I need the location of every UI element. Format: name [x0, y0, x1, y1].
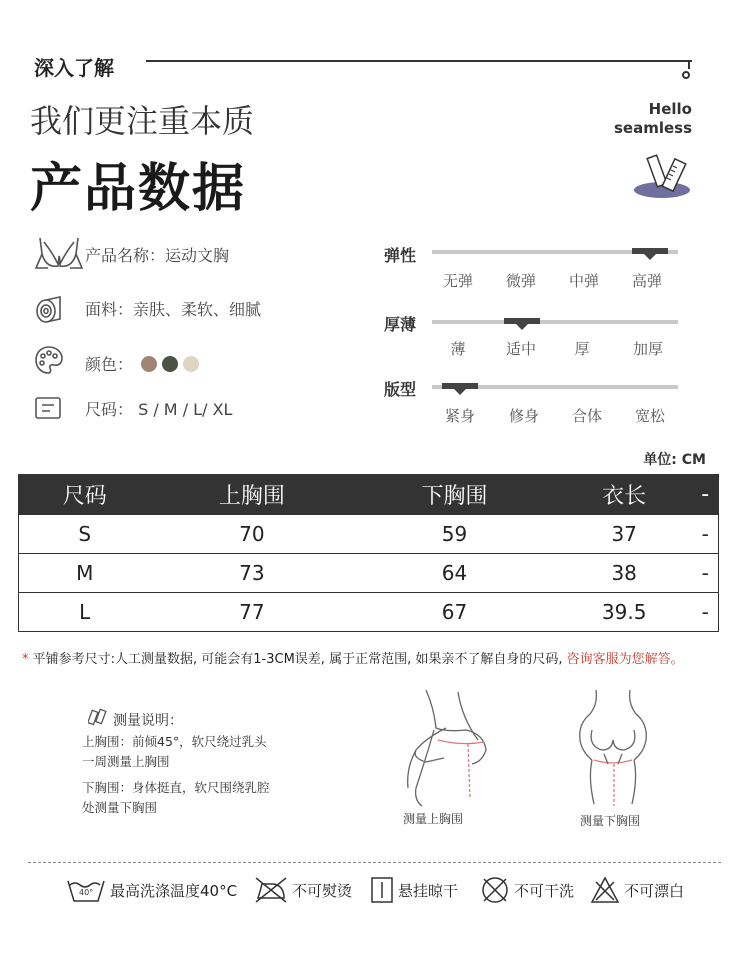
color-label: 颜色：: [85, 355, 134, 374]
fit-label: 版型: [384, 380, 417, 399]
ruler-pencil-icon: [632, 150, 696, 204]
table-cell: 67: [353, 593, 556, 632]
bra-icon: [34, 236, 84, 276]
table-cell: 73: [151, 554, 354, 593]
measure-heading: 测量说明：: [113, 713, 183, 729]
no-bleach-icon: [590, 876, 620, 904]
thickness-option: 厚: [574, 340, 590, 358]
tape-measure-icon: [88, 708, 108, 730]
table-cell: 38: [556, 554, 693, 593]
table-cell: 77: [151, 593, 354, 632]
col-header-size: 尺码: [19, 475, 151, 515]
page-title: 产品数据: [30, 159, 247, 219]
material: 面料：亲肤、柔软、细腻: [85, 300, 262, 319]
measure-line: 一周测量上胸围: [82, 754, 170, 769]
hello-text: [600, 100, 692, 138]
wash-temp-label: 40°: [79, 888, 94, 897]
care-no-bleach: [590, 872, 684, 908]
col-header-extra: -: [693, 475, 719, 515]
no-dry-clean-label: 不可干洗: [514, 881, 575, 900]
table-cell: 70: [151, 515, 354, 554]
hang-dry-label: 悬挂晾干: [398, 881, 459, 900]
table-cell: 39.5: [556, 593, 693, 632]
measure-line: 上胸围：前倾45°，软尺绕过乳头: [82, 734, 267, 749]
under-bust-figure: [568, 688, 658, 812]
table-cell: 59: [353, 515, 556, 554]
elasticity-option: 高弹: [631, 272, 662, 290]
table-row: [19, 515, 719, 554]
fit-track: [432, 385, 678, 389]
size-note: [22, 648, 684, 667]
table-cell: -: [693, 515, 719, 554]
bottom-divider: [28, 862, 721, 863]
upper-bust-caption: 测量上胸围: [403, 812, 464, 826]
thickness-option: 适中: [505, 340, 536, 358]
fit-option: 合体: [571, 407, 602, 425]
page-subtitle: 我们更注重本质: [30, 102, 255, 140]
fit-option: 宽松: [634, 407, 665, 425]
upper-bust-figure: [386, 688, 496, 812]
fabric-roll-icon: [34, 293, 64, 329]
hello-line-2: seamless: [613, 119, 692, 137]
fit-pointer: [454, 389, 466, 395]
wash-basin-icon: [66, 875, 106, 905]
elasticity-option: 微弹: [505, 272, 536, 290]
table-row: [19, 554, 719, 593]
note-highlight: 咨询客服为您解答。: [566, 652, 684, 667]
fit-option: 紧身: [444, 407, 475, 425]
elasticity-track: [432, 250, 678, 254]
size-options: 尺码： S / M / L/ XL: [85, 400, 233, 419]
header-divider: [146, 60, 692, 62]
hello-line-1: Hello: [648, 100, 692, 118]
color-swatch-olive: [162, 356, 178, 372]
table-cell: S: [19, 515, 151, 554]
no-iron-icon: [254, 876, 288, 904]
table-cell: L: [19, 593, 151, 632]
col-header-upper-bust: 上胸围: [151, 475, 354, 515]
table-cell: 64: [353, 554, 556, 593]
fit-option: 修身: [508, 407, 539, 425]
wash-label: 最高洗涤温度40°C: [110, 881, 238, 900]
elasticity-label: 弹性: [384, 246, 417, 265]
thickness-pointer: [516, 324, 528, 330]
table-cell: -: [693, 554, 719, 593]
header-divider-tick: [688, 61, 690, 69]
no-iron-label: 不可熨烫: [292, 881, 353, 900]
care-no-dry-clean: [480, 872, 574, 908]
table-cell: 37: [556, 515, 693, 554]
table-cell: M: [19, 554, 151, 593]
thickness-option: 薄: [450, 340, 466, 358]
color-swatch-beige: [183, 356, 199, 372]
col-header-length: 衣长: [556, 475, 693, 515]
note-star: *: [22, 652, 29, 667]
no-bleach-label: 不可漂白: [624, 881, 685, 900]
color-swatch-brown: [141, 356, 157, 372]
table-row: [19, 593, 719, 632]
care-wash: [66, 872, 237, 908]
thickness-label: 厚薄: [384, 315, 417, 334]
care-no-iron: [254, 872, 352, 908]
palette-icon: [34, 345, 64, 379]
header-divider-dot: [682, 71, 690, 79]
thickness-track: [432, 320, 678, 324]
thickness-option: 加厚: [632, 340, 663, 358]
elasticity-option: 中弹: [568, 272, 599, 290]
unit-label: 单位: CM: [643, 452, 706, 468]
under-bust-caption: 测量下胸围: [580, 814, 641, 828]
elasticity-pointer: [644, 254, 656, 260]
table-header-row: [19, 475, 719, 515]
size-tag-icon: [34, 396, 62, 424]
color-row: [85, 352, 199, 375]
product-name: 产品名称：运动文胸: [85, 246, 230, 265]
measure-line: 下胸围：身体挺直，软尺围绕乳腔: [82, 780, 270, 795]
table-cell: -: [693, 593, 719, 632]
measure-line: 处测量下胸围: [82, 800, 158, 815]
size-table: [18, 474, 719, 632]
elasticity-option: 无弹: [442, 272, 473, 290]
note-text: 平铺参考尺寸:人工测量数据, 可能会有1-3CM误差, 属于正常范围, 如果亲不了解自身的尺码,: [28, 652, 567, 667]
section-title: 深入了解: [34, 56, 114, 80]
hang-dry-icon: [370, 876, 394, 904]
col-header-under-bust: 下胸围: [353, 475, 556, 515]
no-dry-clean-icon: [480, 875, 510, 905]
care-hang-dry: [370, 872, 458, 908]
